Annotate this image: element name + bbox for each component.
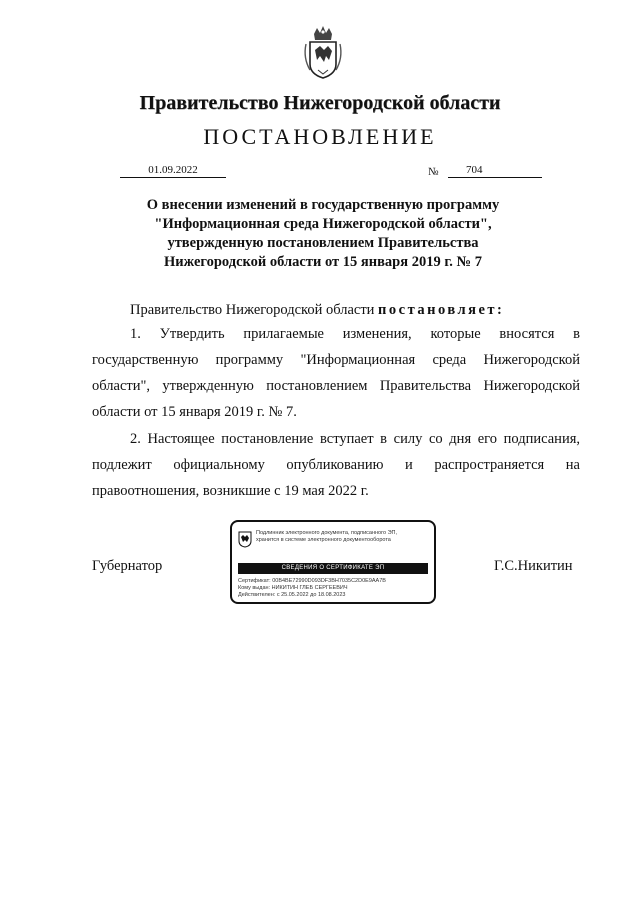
stamp-intro-line: Подлинник электронного документа, подписанного ЭП, — [256, 530, 398, 536]
stamp-owner: Кому выдан: НИКИТИН ГЛЕБ СЕРГЕЕВИЧ — [238, 585, 348, 591]
intro-paragraph — [92, 297, 580, 323]
subject-line: утвержденную постановлением Правительства — [167, 235, 479, 251]
stamp-certificate: Сертификат: 00B4BE72990D093DF3BH7035C2D0E9AA7B — [238, 578, 386, 584]
item-1-paragraph: 1. Утвердить прилагаемые изменения, которые вносятся в государственную программу "Информационная среда Нижегородской области", утвержденную постановлением Правительства Нижегородской области от 15 января 2019 г. № 7. — [92, 326, 580, 420]
intro-text: Правительство Нижегородской области — [130, 302, 379, 318]
number-sign: № — [428, 166, 439, 178]
document-type: ПОСТАНОВЛЕНИЕ — [203, 124, 437, 149]
stamp-intro-line: хранится в системе электронного документооборота — [256, 537, 391, 543]
subject-line: "Информационная среда Нижегородской области", — [154, 216, 492, 232]
item-2-paragraph: 2. Настоящее постановление вступает в силу со дня его подписания, подлежит официальному опубликованию и распространяется на правоотношения, возникшие с 19 мая 2022 г. — [92, 431, 580, 499]
document-date: 01.09.2022 — [120, 164, 226, 178]
stamp-coat-of-arms-icon — [238, 530, 252, 548]
stamp-details — [238, 578, 432, 599]
stamp-header: СВЕДЕНИЯ О СЕРТИФИКАТЕ ЭП — [238, 563, 428, 574]
coat-of-arms-icon — [302, 24, 344, 80]
signatory-position: Губернатор — [92, 558, 163, 574]
document-number: 704 — [448, 164, 542, 178]
electronic-signature-stamp — [230, 520, 436, 604]
signatory-name: Г.С.Никитин — [494, 558, 573, 574]
stamp-intro — [256, 530, 432, 544]
subject-line: Нижегородской области от 15 января 2019 г. № 7 — [163, 254, 482, 270]
document-subject — [100, 196, 546, 272]
intro-resolves: постановляет: — [378, 302, 505, 318]
stamp-validity: Действителен: с 25.05.2022 до 18.08.2023 — [238, 592, 346, 598]
government-title: Правительство Нижегородской области — [139, 92, 501, 114]
subject-line: О внесении изменений в государственную программу — [146, 197, 500, 213]
